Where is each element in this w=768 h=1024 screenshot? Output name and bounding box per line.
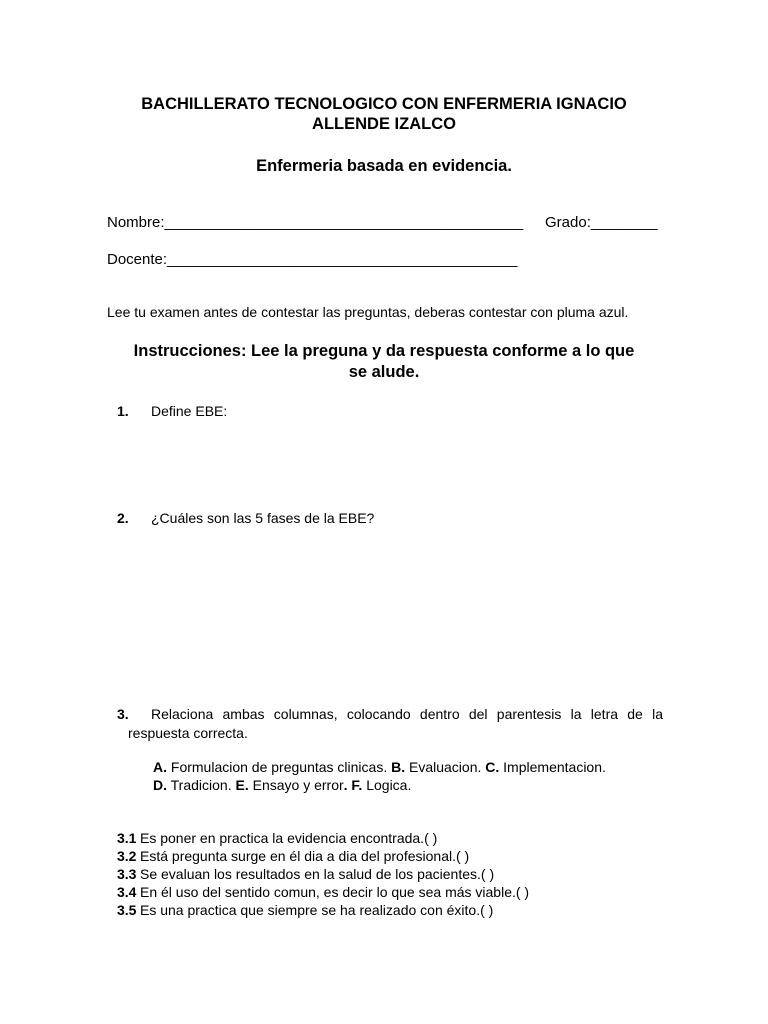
- question-1-number: 1.: [117, 403, 129, 419]
- option-e-letter: E.: [235, 777, 249, 793]
- question-3-text-line2: respuesta correcta.: [128, 725, 248, 741]
- match-item-text: Es una practica que siempre se ha realizado con éxito.( ): [140, 902, 494, 918]
- options-line1: [153, 758, 606, 776]
- match-item: [117, 829, 437, 847]
- exam-note: Lee tu examen antes de contestar las preguntas, deberas contestar con pluma azul.: [107, 304, 629, 320]
- match-item-number: 3.5: [117, 902, 137, 918]
- match-item: [117, 901, 493, 919]
- option-a-text: Formulacion de preguntas clinicas.: [167, 759, 392, 775]
- instructions-line1: Instrucciones: Lee la preguna y da respuesta conforme a lo que: [133, 342, 635, 360]
- match-item-text: Está pregunta surge en él dia a dia del profesional.( ): [140, 848, 470, 864]
- option-e-dot: .: [343, 777, 348, 793]
- options-line2: [153, 776, 411, 794]
- match-item-number: 3.2: [117, 848, 137, 864]
- question-2-text: ¿Cuáles son las 5 fases de la EBE?: [151, 510, 375, 526]
- school-name-line1: BACHILLERATO TECNOLOGICO CON ENFERMERIA IGNACIO: [141, 95, 627, 113]
- option-b-text: Evaluacion.: [405, 759, 486, 775]
- option-c-text: Implementacion.: [499, 759, 606, 775]
- school-name-line2: ALLENDE IZALCO: [312, 115, 456, 133]
- option-f-text: Logica.: [362, 777, 412, 793]
- match-item: [117, 865, 494, 883]
- match-item-number: 3.3: [117, 866, 137, 882]
- match-item: [117, 883, 529, 901]
- match-item-number: 3.4: [117, 884, 137, 900]
- name-field: Nombre:___________________________________________: [107, 214, 524, 231]
- option-a-letter: A.: [153, 759, 167, 775]
- option-c-letter: C.: [485, 759, 500, 775]
- question-3-number: 3.: [117, 706, 129, 722]
- grade-field: Grado:________: [545, 214, 658, 231]
- option-b-letter: B.: [391, 759, 406, 775]
- question-1-text: Define EBE:: [151, 403, 228, 419]
- match-item: [117, 847, 469, 865]
- option-e-text: Ensayo y error: [248, 777, 344, 793]
- instructions-line2: se alude.: [348, 363, 420, 381]
- option-d-letter: D.: [153, 777, 167, 793]
- match-item-text: Es poner en practica la evidencia encontrada.( ): [140, 830, 438, 846]
- teacher-field: Docente:__________________________________________: [107, 251, 518, 268]
- option-f-letter: F.: [347, 777, 363, 793]
- question-2-number: 2.: [117, 510, 129, 526]
- match-item-text: En él uso del sentido comun, es decir lo que sea más viable.( ): [140, 884, 530, 900]
- option-d-text: Tradicion.: [167, 777, 236, 793]
- match-item-text: Se evaluan los resultados en la salud de los pacientes.( ): [140, 866, 495, 882]
- subject-title: Enfermeria basada en evidencia.: [256, 157, 512, 175]
- question-3-text-line1: Relaciona ambas columnas, colocando dentro del parentesis la letra de la: [151, 706, 663, 722]
- match-item-number: 3.1: [117, 830, 137, 846]
